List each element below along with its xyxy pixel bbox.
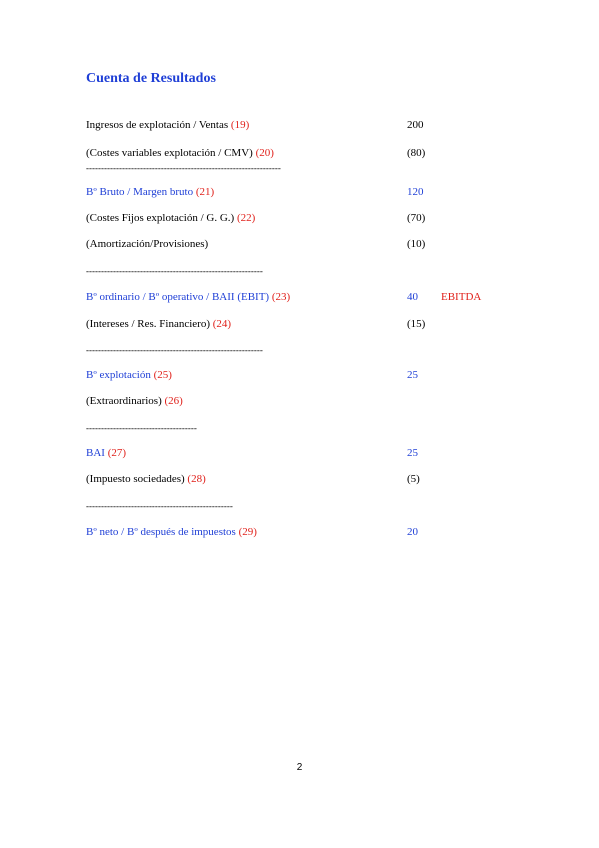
row-value: (10) <box>407 238 426 250</box>
row-label: Bº neto / Bº después de impuestos <box>86 526 239 538</box>
row-label: (Impuesto sociedades) <box>86 473 188 485</box>
row-ref: (21) <box>195 186 215 198</box>
row-value: (70) <box>407 212 426 224</box>
bai-row <box>86 447 126 460</box>
row-label: BAI <box>86 447 108 459</box>
row-ref: (29) <box>238 526 257 538</box>
extraordinary-row <box>86 395 183 408</box>
row-ref: (20) <box>255 147 274 159</box>
row-label: (Intereses / Res. Financiero) <box>86 318 213 330</box>
operating-profit-row <box>86 369 172 382</box>
row-value: 120 <box>407 186 424 198</box>
variable-costs-row <box>86 147 274 160</box>
row-label: Bº explotación <box>86 369 154 381</box>
row-label: Bº ordinario / Bº operativo / BAII (EBIT) <box>86 291 272 303</box>
row-ref: (28) <box>187 473 206 485</box>
separator-line: ----------------------------------------------------------- <box>86 345 263 355</box>
income-row <box>86 119 249 132</box>
separator-line: ------------------------------------------------- <box>86 501 233 511</box>
interest-row <box>86 318 231 331</box>
row-label: (Extraordinarios) <box>86 395 165 407</box>
row-label: (Costes Fijos explotación / G. G.) <box>86 212 237 224</box>
row-ref: (24) <box>212 318 232 330</box>
row-label: Ingresos de explotación / Ventas <box>86 119 231 131</box>
page-number: 2 <box>296 762 303 773</box>
amortization-row <box>86 238 208 251</box>
row-ref: (23) <box>271 291 291 303</box>
row-ref: (19) <box>230 119 250 131</box>
separator-line: ----------------------------------------------------------------- <box>86 163 281 173</box>
ebitda-label: EBITDA <box>441 291 482 303</box>
tax-row <box>86 473 206 486</box>
row-label: (Amortización/Provisiones) <box>86 238 209 250</box>
row-value: 25 <box>407 447 418 459</box>
row-label: (Costes variables explotación / CMV) <box>86 147 256 159</box>
row-ref: (27) <box>107 447 127 459</box>
row-value: 20 <box>407 526 418 538</box>
row-ref: (25) <box>153 369 172 381</box>
row-value: 40 <box>407 291 418 303</box>
net-profit-row <box>86 526 257 539</box>
ebit-row <box>86 291 290 304</box>
separator-line: ------------------------------------- <box>86 423 197 433</box>
row-ref: (22) <box>236 212 256 224</box>
gross-profit-row <box>86 186 214 199</box>
row-value: 25 <box>407 369 418 381</box>
row-value: (80) <box>407 147 426 159</box>
row-value: (5) <box>407 473 420 485</box>
row-value: 200 <box>407 119 424 131</box>
fixed-costs-row <box>86 212 255 225</box>
row-ref: (26) <box>164 395 183 407</box>
separator-line: ----------------------------------------------------------- <box>86 266 263 276</box>
row-label: Bº Bruto / Margen bruto <box>86 186 196 198</box>
row-value: (15) <box>407 318 426 330</box>
page-title: Cuenta de Resultados <box>86 71 216 86</box>
